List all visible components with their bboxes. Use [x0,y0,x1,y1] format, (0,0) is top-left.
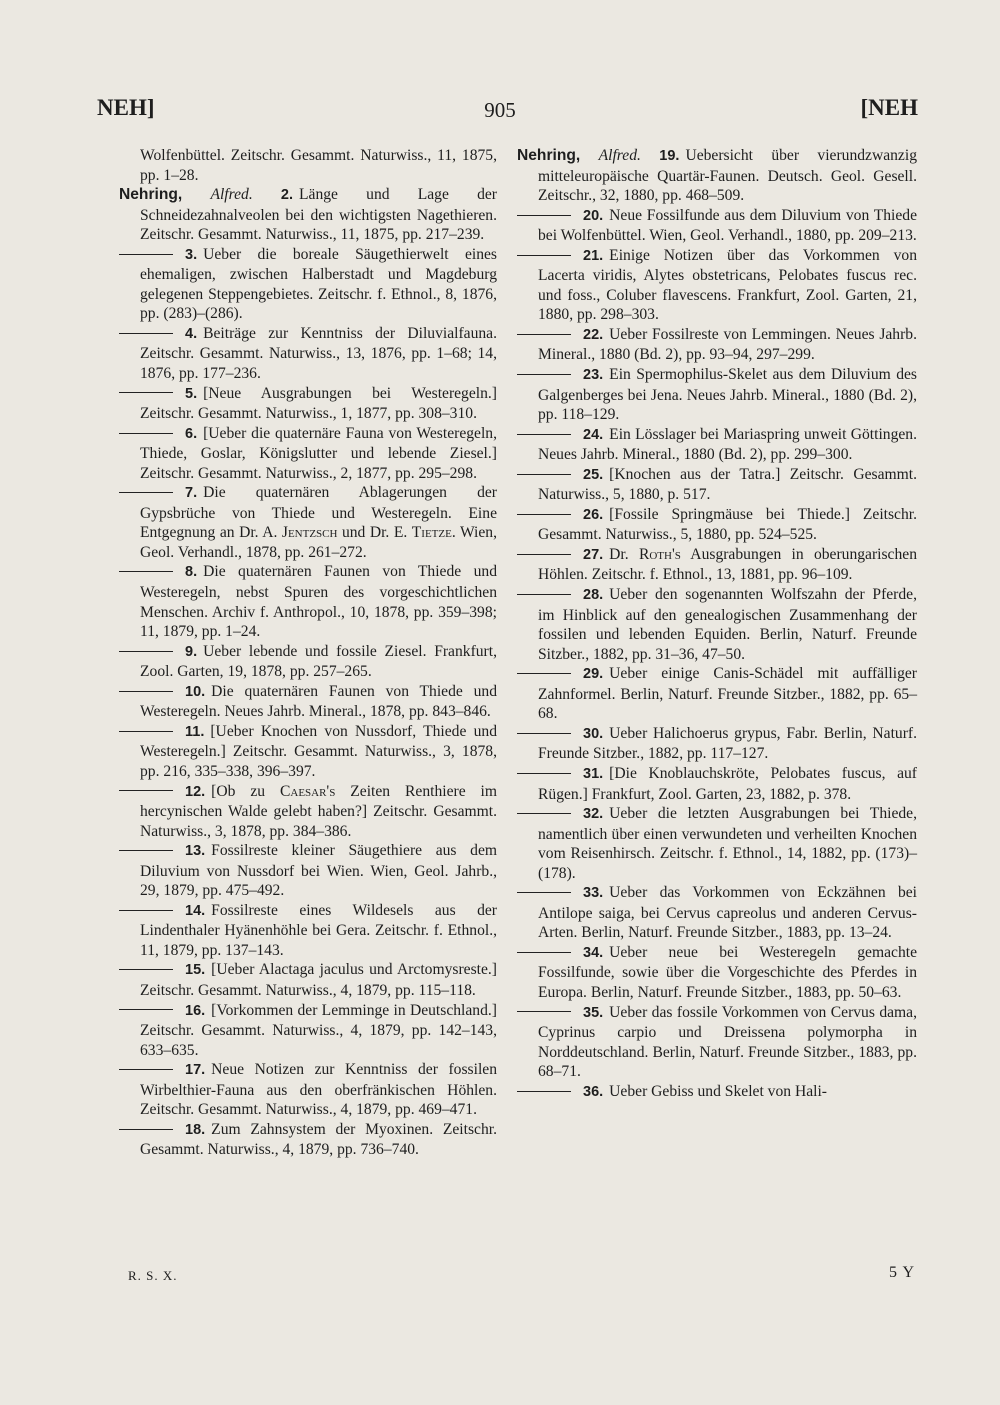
bibliography-entry [119,722,497,782]
ditto-dash [517,474,571,475]
bibliography-entry [119,642,497,682]
entry-text: Beiträge zur Kenntniss der Diluvialfauna. Zeitschr. Gesammt. Naturwiss., 13, 1876, pp. 1–68; 14, 1876, pp. 177–236. [140,324,497,383]
entry-number: 6. [185,425,198,442]
ditto-dash [119,433,173,434]
entry-text: [Neue Ausgrabungen bei Westeregeln.] Zeitschr. Gesammt. Naturwiss., 1, 1877, pp. 308–310. [140,384,497,423]
ditto-dash [517,594,571,595]
entry-number: 2. [280,187,294,204]
entry-text: Ueber Fossilreste von Lemmingen. Neues Jahrb. Mineral., 1880 (Bd. 2), pp. 93–94, 297–299. [538,325,917,364]
ditto-dash [517,374,571,375]
ditto-dash [119,1009,173,1010]
entry-number: 3. [185,246,198,263]
bibliography-entry [517,505,917,545]
ditto-dash [119,651,173,652]
entry-number: 5. [185,385,198,402]
entry-number: 29. [583,666,604,683]
entry-number: 20. [583,207,604,224]
entry-text: Wolfenbüttel. Zeitschr. Gesammt. Naturwiss., 11, 1875, pp. 1–28. [140,147,497,184]
entry-text: Ein Lösslager bei Mariaspring unweit Göttingen. Neues Jahrb. Mineral., 1880 (Bd. 2), pp. 299–300. [538,425,917,464]
bibliography-entry [517,206,917,246]
entry-text: Die quaternären Faunen von Thiede und Westeregeln. Neues Jahrb. Mineral., 1878, pp. 843–846. [140,682,497,721]
entry-number: 32. [583,806,604,823]
ditto-dash [119,790,173,791]
entry-text: Die quaternären Ablagerungen der Gypsbrüche von Thiede und Westeregeln. Eine Entgegnung an Dr. A. [140,484,497,542]
bibliography-entry [517,664,917,724]
bibliography-entry [517,146,917,206]
bibliography-entry [119,324,497,384]
ditto-dash [517,952,571,953]
entry-number: 28. [583,587,604,604]
ditto-dash [517,673,571,674]
entry-number: 35. [583,1004,604,1021]
bibliography-entry [517,724,917,764]
bibliography-entry [517,883,917,943]
ditto-dash [517,813,571,814]
bibliography-entry [119,245,497,324]
ditto-dash [119,731,173,732]
entry-number: 21. [583,247,604,264]
bibliography-entry [517,545,917,585]
entry-number: 17. [185,1062,206,1079]
entry-number: 24. [583,426,604,443]
bibliography-entry [119,901,497,961]
entry-number: 12. [185,783,206,800]
bibliography-entry [517,246,917,325]
entry-number: 14. [185,902,206,919]
ditto-dash [119,969,173,970]
ditto-dash [119,492,173,493]
entry-number: 18. [185,1121,206,1138]
entry-text: [Ueber Knochen von Nussdorf, Thiede und Westeregeln.] Zeitschr. Gesammt. Naturwiss., 3, 1878, pp. 216, 335–338, 396–397. [140,722,497,780]
ditto-dash [517,733,571,734]
ditto-dash [517,255,571,256]
bibliography-entry [119,960,497,1000]
entry-text: Die quaternären Faunen von Thiede und Westeregeln, nebst Spuren des vorgeschichtlichen Menschen. Archiv f. Anthropol., 10, 1878, pp. 359–398; 11, 1879, pp. 1–24. [140,563,497,641]
entry-smallcaps-name: Jentzsch [281,524,338,542]
bibliography-entry [517,804,917,883]
bibliography-entry [517,943,917,1003]
entry-text: Ueber die boreale Säugethierwelt eines ehemaligen, zwischen Halberstadt und Magdeburg gelegenen Steppengebietes. Zeitschr. f. Ethnol., 8, 1876, pp. (283)–(286). [140,245,497,323]
entry-author: Nehring, [119,186,183,204]
bibliography-entry [119,562,497,641]
entry-text: . Wien, Geol. Verhandl., 1878, pp. 261–272. [140,524,498,561]
gathering-mark: 5 Y [889,1264,915,1281]
entry-number: 9. [185,643,198,660]
entry-text: Ueber einige Canis-Schädel mit auffälliger Zahnformel. Berlin, Naturf. Freunde Sitzber., 1882, pp. 65–68. [538,665,917,723]
page-number: 905 [484,98,516,122]
entry-text: Ueber das Vorkommen von Eckzähnen bei Antilope saiga, bei Cervus capreolus und anderen Cervus-Arten. Berlin, Naturf. Freunde Sitzber., 1883, pp. 13–24. [538,884,917,942]
entry-text: Ueber die letzten Ausgrabungen bei Thiede, namentlich über einen verwundeten und verheilten Knochen vom Reisenhirsch. Zeitschr. f. Ethnol., 14, 1882, pp. (173)–(178). [538,805,917,882]
bibliography-entry [119,146,497,185]
entry-text: Ueber neue bei Westeregeln gemachte Fossilfunde, sowie über die Vorgeschichte des Pferdes in Europa. Berlin, Naturf. Freunde Sitzber., 1883, pp. 50–63. [538,943,917,1001]
bibliography-entry [119,384,497,424]
bibliography-entry [119,782,497,842]
entry-number: 16. [185,1002,206,1019]
entry-number: 13. [185,843,206,860]
ditto-dash [517,434,571,435]
bibliography-entry [517,585,917,664]
entry-number: 33. [583,885,604,902]
bibliography-entry [517,465,917,505]
left-column [119,146,497,1160]
bibliography-entry [119,841,497,901]
ditto-dash [119,1129,173,1130]
right-column [517,146,917,1102]
entry-text: Ein Spermophilus-Skelet aus dem Diluvium des Galgenberges bei Jena. Neues Jahrb. Mineral., 1880 (Bd. 2), pp. 118–129. [538,366,917,424]
entry-text: Ueber Halichoerus grypus, Fabr. Berlin, Naturf. Freunde Sitzber., 1882, pp. 117–127. [538,724,917,763]
bibliography-entry [119,185,497,245]
entry-text: Neue Notizen zur Kenntniss der fossilen Wirbelthier-Fauna aus den oberfränkischen Höhlen. Zeitschr. Gesammt. Naturwiss., 4, 1879, pp. 469–471. [140,1061,497,1119]
entry-smallcaps-name: Roth's [638,545,681,563]
entry-number: 19. [659,148,680,164]
entry-text: [Ueber die quaternäre Fauna von Westeregeln, Thiede, Goslar, Königslutter und lebende Ziesel.] Zeitschr. Gesammt. Naturwiss., 2, 1877, pp. 295–298. [140,424,497,482]
bibliography-entry [517,764,917,804]
ditto-dash [119,691,173,692]
entry-author: Nehring, [517,147,581,164]
entry-text: und Dr. E. [337,524,412,542]
entry-number: 8. [185,564,198,581]
entry-number: 26. [583,506,604,523]
bibliography-entry [119,483,497,562]
ditto-dash [119,571,173,572]
entry-text: [Ueber Alactaga jaculus und Arctomysreste.] Zeitschr. Gesammt. Naturwiss., 4, 1879, pp. 115–118. [140,961,497,999]
ditto-dash [517,1091,571,1092]
entry-number: 10. [185,683,206,700]
ditto-dash [119,254,173,255]
signature-mark: R. S. X. [128,1268,178,1283]
ditto-dash [517,514,571,515]
entry-text: Ueber lebende und fossile Ziesel. Frankfurt, Zool. Garten, 19, 1878, pp. 257–265. [140,642,497,681]
entry-smallcaps-name: Caesar's [279,782,336,800]
ditto-dash [517,892,571,893]
entry-text: Neue Fossilfunde aus dem Diluvium von Thiede bei Wolfenbüttel. Wien, Geol. Verhandl., 1880, pp. 209–213. [538,206,917,245]
entry-text: Ueber den sogenannten Wolfszahn der Pferde, im Hinblick auf den genealogischen Zusammenhang der fossilen und lebenden Equiden. Berlin, Naturf. Freunde Sitzber., 1882, pp. 31–36, 47–50. [538,586,917,663]
entry-text: [Vorkommen der Lemminge in Deutschland.] Zeitschr. Gesammt. Naturwiss., 4, 1879, pp. 142–143, 633–635. [140,1001,497,1059]
entry-number: 15. [185,962,206,979]
ditto-dash [517,215,571,216]
entry-text: [Ob zu [211,782,280,800]
ditto-dash [119,392,173,393]
entry-text: [Knochen aus der Tatra.] Zeitschr. Gesammt. Naturwiss., 5, 1880, p. 517. [538,465,917,504]
bibliography-entry [517,325,917,365]
bibliography-entry [119,682,497,722]
entry-text: Ueber Gebiss und Skelet von Hali- [609,1082,828,1100]
entry-number: 11. [185,723,205,740]
bibliography-entry [517,1082,917,1103]
ditto-dash [119,850,173,851]
entry-text: Zum Zahnsystem der Myoxinen. Zeitschr. Gesammt. Naturwiss., 4, 1879, pp. 736–740. [140,1120,497,1159]
entry-number: 27. [583,546,604,563]
ditto-dash [517,1011,571,1012]
ditto-dash [517,554,571,555]
entry-number: 22. [583,326,604,343]
entry-text: [Fossile Springmäuse bei Thiede.] Zeitschr. Gesammt. Naturwiss., 5, 1880, pp. 524–525. [538,505,917,544]
ditto-dash [517,773,571,774]
entry-text: Einige Notizen über das Vorkommen von Lacerta viridis, Alytes obstetricans, Pelobates fuscus rec. und foss., Coluber flavescens. Frankfurt, Zool. Garten, 21, 1880, pp. 298–303. [538,246,917,324]
entry-number: 36. [583,1083,604,1100]
ditto-dash [517,334,571,335]
running-head-left: NEH] [97,95,155,120]
bibliography-entry [517,425,917,465]
entry-author-given: Alfred. [598,147,641,164]
bibliography-entry [119,1060,497,1120]
entry-text: Ausgrabungen in oberungarischen Höhlen. Zeitschr. f. Ethnol., 13, 1881, pp. 96–109. [538,545,917,584]
bibliography-entry [119,1120,497,1160]
entry-text: Zeiten Renthiere im hercynischen Walde gelebt haben?] Zeitschr. Gesammt. Naturwiss., 3, 1878, pp. 384–386. [140,782,497,840]
entry-text: Dr. [609,545,639,563]
entry-smallcaps-name: Tietze [411,524,452,542]
entry-text: [Die Knoblauchskröte, Pelobates fuscus, auf Rügen.] Frankfurt, Zool. Garten, 23, 1882, p. 378. [538,764,917,803]
entry-author-given: Alfred. [210,186,253,204]
entry-number: 23. [583,367,604,384]
bibliography-entry [119,1001,497,1061]
entry-number: 34. [583,944,604,961]
entry-text: Ueber das fossile Vorkommen von Cervus dama, Cyprinus carpio und Dreissena polymorpha in Norddeutschland. Berlin, Naturf. Freunde Sitzber., 1883, pp. 68–71. [538,1003,917,1081]
ditto-dash [119,333,173,334]
ditto-dash [119,1069,173,1070]
entry-text: Uebersicht über vierundzwanzig mitteleuropäische Quartär-Faunen. Deutsch. Geol. Gesell. Zeitschr., 32, 1880, pp. 468–509. [538,147,917,205]
running-head-right: [NEH [860,95,918,120]
entry-text: Länge und Lage der Schneidezahnalveolen bei den wichtigsten Nagethieren. Zeitschr. Gesammt. Naturwiss., 11, 1875, pp. 217–239. [140,186,497,244]
ditto-dash [119,910,173,911]
entry-number: 31. [583,765,604,782]
entry-text: Fossilreste eines Wildesels aus der Lindenthaler Hyänenhöhle bei Gera. Zeitschr. f. Ethnol., 11, 1879, pp. 137–143. [140,901,497,959]
entry-number: 4. [185,325,198,342]
bibliography-entry [517,365,917,425]
entry-number: 7. [185,485,198,502]
bibliography-entry [517,1003,917,1082]
bibliography-entry [119,424,497,484]
entry-text: Fossilreste kleiner Säugethiere aus dem Diluvium von Nussdorf bei Wien. Wien, Geol. Jahrb., 29, 1879, pp. 475–492. [140,842,497,900]
entry-number: 30. [583,725,604,742]
entry-number: 25. [583,466,604,483]
